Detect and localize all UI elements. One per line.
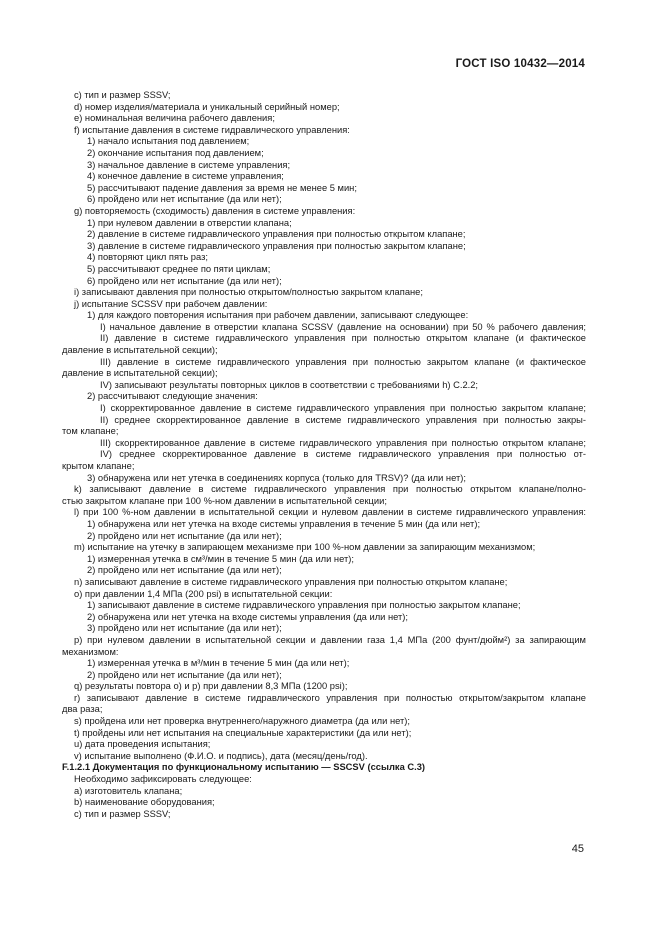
- text-line: 1) записывают давление в системе гидравлического управления при полностью закрытом клапане;: [87, 600, 521, 611]
- text-line: g) повторяемость (сходимость) давления в системе управления:: [74, 205, 356, 216]
- text-line: r) записывают давление в системе гидравлического управления при полностью открытом/закрытом клапане: [74, 692, 586, 703]
- text-line: 3) обнаружена или нет утечка в соединениях корпуса (только для TRSV)? (да или нет);: [87, 472, 466, 483]
- text-line: III) давление в системе гидравлического управления при полностью закрытом клапане (и фактическое: [100, 356, 586, 367]
- text-line: j) испытание SCSSV при рабочем давлении:: [74, 298, 268, 309]
- text-line: I) начальное давление в отверстии клапана SCSSV (давление на основании) при 50 % рабочего давления;: [100, 321, 586, 332]
- text-line: 5) рассчитывают падение давления за время не менее 5 мин;: [87, 182, 357, 193]
- text-line: e) номинальная величина рабочего давления;: [74, 113, 275, 124]
- text-line: i) записывают давления при полностью открытом/полностью закрытом клапане;: [74, 287, 423, 298]
- text-line: c) тип и размер SSSV;: [74, 90, 171, 100]
- text-line: 1) обнаружена или нет утечка на входе системы управления в течение 5 мин (да или нет);: [87, 518, 481, 529]
- text-line: 1) измеренная утечка в м³/мин в течение 5 мин (да или нет);: [87, 658, 350, 669]
- text-line: n) записывают давление в системе гидравлического управления при полностью открытом клапане;: [74, 576, 508, 587]
- text-line: том клапане;: [62, 426, 119, 437]
- text-line: k) записывают давление в системе гидравлического управления при полностью открытом клапане/полно-: [74, 484, 586, 495]
- text-line: s) пройдена или нет проверка внутреннего/наружного диаметра (да или нет);: [74, 716, 410, 727]
- text-line: механизмом:: [62, 646, 119, 657]
- text-line: 3) давление в системе гидравлического управления при полностью закрытом клапане;: [87, 240, 466, 251]
- text-line: q) результаты повтора o) и p) при давлении 8,3 МПа (1200 psi);: [74, 681, 348, 692]
- text-line: 5) рассчитывают среднее по пяти циклам;: [87, 263, 271, 274]
- text-line: b) наименование оборудования;: [74, 797, 215, 808]
- text-line: 4) конечное давление в системе управления;: [87, 171, 284, 182]
- text-line: IV) среднее скорректированное давление в системе гидравлического управления при полностью от-: [100, 449, 586, 460]
- text-line: 6) пройдено или нет испытание (да или нет);: [87, 194, 282, 205]
- text-line: стью закрытом клапане при 100 %-ном давлении в испытательной секции;: [62, 495, 387, 506]
- text-line: Необходимо зафиксировать следующее:: [74, 774, 252, 785]
- text-line: крытом клапане;: [62, 461, 135, 471]
- text-line: a) изготовитель клапана;: [74, 785, 183, 796]
- text-line: 1) при нулевом давлении в отверстии клапана;: [87, 217, 292, 228]
- text-line: IV) записывают результаты повторных циклов в соответствии с требованиями h) С.2.2;: [100, 379, 479, 390]
- text-line: 1) для каждого повторения испытания при рабочем давлении, записывают следующее:: [87, 310, 469, 321]
- section-heading: F.1.2.1 Документация по функциональному испытанию — SSCSV (ссылка С.3): [62, 762, 426, 773]
- text-line: 2) пройдено или нет испытание (да или нет);: [87, 669, 282, 680]
- text-line: III) скорректированное давление в системе гидравлического управления при полностью открытом клапане;: [100, 437, 586, 448]
- text-line: I) скорректированное давление в системе гидравлического управления при полностью закрытом клапане;: [100, 403, 586, 414]
- text-line: 1) начало испытания под давлением;: [87, 136, 250, 147]
- text-line: d) номер изделия/материала и уникальный серийный номер;: [74, 101, 340, 112]
- text-line: 2) пройдено или нет испытание (да или нет);: [87, 565, 282, 576]
- text-line: m) испытание на утечку в запирающем механизме при 100 %-ном давлении за запирающим механизмом;: [74, 542, 536, 553]
- text-line: 6) пройдено или нет испытание (да или нет);: [87, 275, 282, 286]
- text-line: 3) начальное давление в системе управления;: [87, 159, 291, 170]
- text-line: 3) пройдено или нет испытание (да или нет);: [87, 623, 282, 634]
- text-line: t) пройдены или нет испытания на специальные характеристики (да или нет);: [74, 727, 412, 738]
- text-line: 2) давление в системе гидравлического управления при полностью открытом клапане;: [87, 229, 466, 240]
- text-line: c) тип и размер SSSV;: [74, 808, 171, 819]
- text-line: 2) пройдено или нет испытание (да или нет);: [87, 530, 282, 541]
- text-line: f) испытание давления в системе гидравлического управления:: [74, 124, 350, 135]
- text-line: u) дата проведения испытания;: [74, 739, 211, 750]
- text-line: 2) рассчитывают следующие значения:: [87, 391, 258, 402]
- text-line: 1) измеренная утечка в см³/мин в течение 5 мин (да или нет);: [87, 553, 354, 564]
- text-line: 2) окончание испытания под давлением;: [87, 147, 264, 158]
- text-line: o) при давлении 1,4 МПа (200 psi) в испытательной секции:: [74, 588, 333, 599]
- text-line: 4) повторяют цикл пять раз;: [87, 252, 208, 263]
- document-header: ГОСТ ISO 10432—2014: [455, 58, 585, 70]
- page-number: 45: [571, 843, 584, 855]
- text-line: давление в испытательной секции);: [62, 345, 218, 356]
- document-body: [62, 90, 586, 820]
- text-line: v) испытание выполнено (Ф.И.О. и подпись), дата (месяц/день/год).: [74, 750, 368, 761]
- text-line: два раза;: [62, 704, 103, 715]
- text-line: 2) обнаружена или нет утечка на входе системы управления (да или нет);: [87, 611, 408, 622]
- text-line: p) при нулевом давлении в испытательной секции и давлении газа 1,4 МПа (200 фунт/дюйм²) за запирающим: [74, 634, 586, 645]
- text-line: II) давление в системе гидравлического управления при полностью открытом клапане (и фактическое: [100, 333, 586, 344]
- text-line: II) среднее скорректированное давление в системе гидравлического управления при полностью закры-: [100, 414, 586, 425]
- text-line: давление в испытательной секции);: [62, 368, 218, 379]
- text-line: l) при 100 %-ном давлении в испытательной секции и нулевом давлении в системе гидравлического управления:: [74, 507, 586, 518]
